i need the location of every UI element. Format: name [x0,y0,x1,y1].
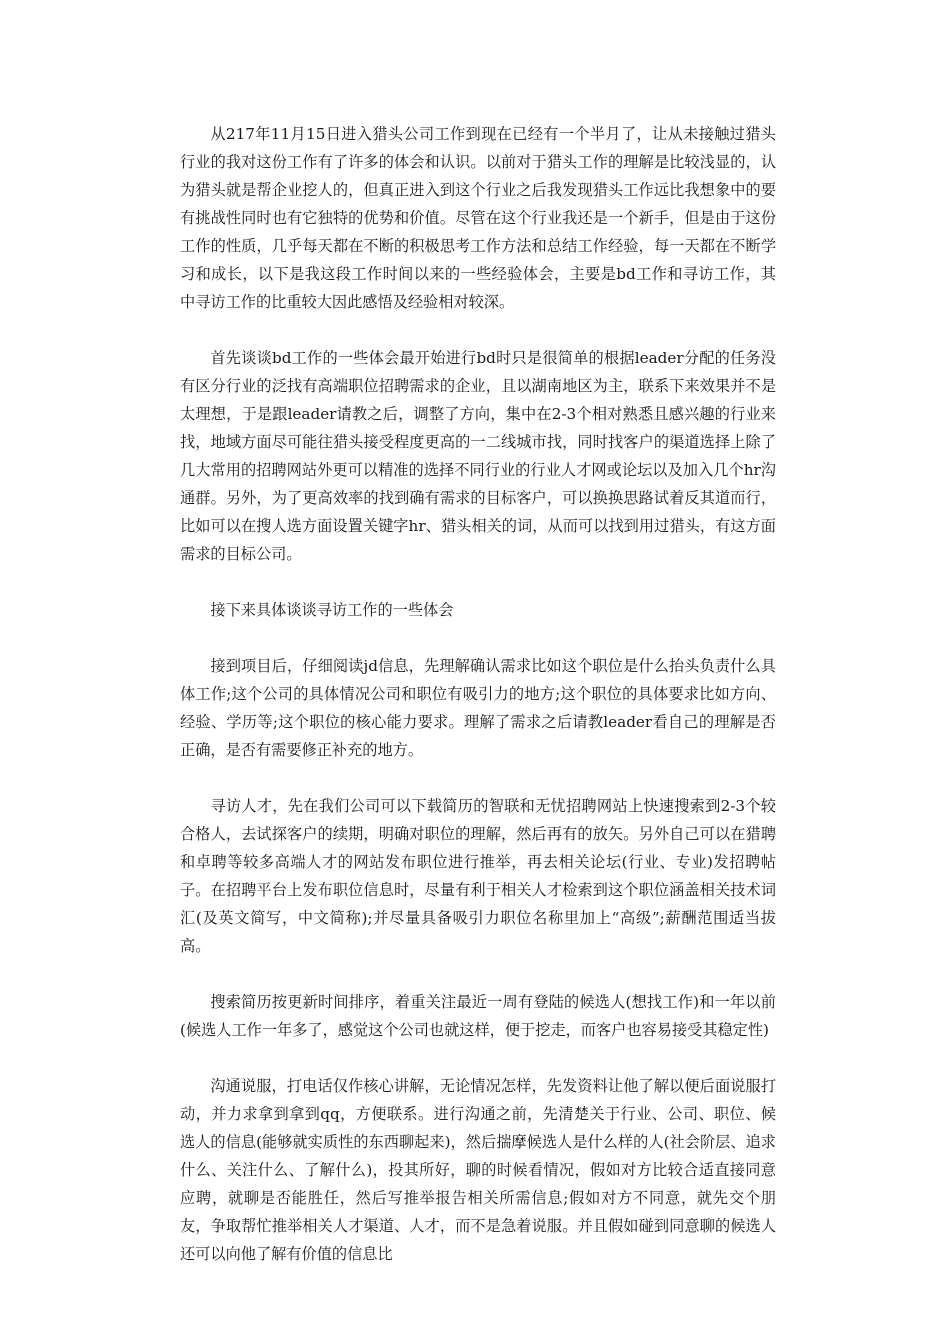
paragraph-spacer [180,1044,776,1072]
paragraph-search-intro: 接下来具体谈谈寻访工作的一些体会 [210,601,454,619]
paragraph-spacer [180,624,776,652]
paragraph-resume-sorting: 搜索简历按更新时间排序，着重关注最近一周有登陆的候选人(想找工作)和一年以前(候选人工作一年多了，感觉这个公司也就这样，便于挖走，而客户也容易接受其稳定性) [180,993,776,1039]
paragraph-project-reading: 接到项目后，仔细阅读jd信息，先理解确认需求比如这个职位是什么抬头负责什么具体工作;这个公司的具体情况公司和职位有吸引力的地方;这个职位的具体要求比如方向、经验、学历等;这个职位的核心能力要求。理解了需求之后请教leader看自己的理解是否正确，是否有需要修正补充的地方。 [180,657,776,759]
paragraph-spacer [180,568,776,596]
paragraph-spacer [180,316,776,344]
paragraph-bd-work: 首先谈谈bd工作的一些体会最开始进行bd时只是很简单的根据leader分配的任务没有区分行业的泛找有高端职位招聘需求的企业，且以湖南地区为主，联系下来效果并不是太理想，于是跟leader请教之后，调整了方向，集中在2-3个相对熟悉且感兴趣的行业来找，地域方面尽可能往猎头接受程度更高的一二线城市找，同时找客户的渠道选择上除了几大常用的招聘网站外更可以精准的选择不同行业的行业人才网或论坛以及加入几个hr沟通群。另外，为了更高效率的找到确有需求的目标客户，可以换换思路试着反其道而行，比如可以在搜人选方面设置关键字hr、猎头相关的词，从而可以找到用过猎头，有这方面需求的目标公司。 [180,349,776,563]
paragraph-spacer [180,960,776,988]
paragraph-communication: 沟通说服，打电话仅作核心讲解，无论情况怎样，先发资料让他了解以便后面说服打动，并力求拿到拿到qq，方便联系。进行沟通之前，先清楚关于行业、公司、职位、候选人的信息(能够就实质性的东西聊起来)，然后揣摩候选人是什么样的人(社会阶层、追求什么、关注什么、了解什么)，投其所好，聊的时候看情况，假如对方比较合适直接同意应聘，就聊是否能胜任，然后写推举报告相关所需信息;假如对方不同意，就先交个朋友，争取帮忙推举相关人才渠道、人才，而不是急着说服。并且假如碰到同意聊的候选人还可以向他了解有价值的信息比 [180,1077,776,1263]
document-body [180,120,776,1268]
paragraph-spacer [180,764,776,792]
paragraph-talent-search: 寻访人才，先在我们公司可以下载简历的智联和无忧招聘网站上快速搜索到2-3个较合格人，去试探客户的续期，明确对职位的理解，然后再有的放矢。另外自己可以在猎聘和卓聘等较多高端人才的网站发布职位进行推举，再去相关论坛(行业、专业)发招聘帖子。在招聘平台上发布职位信息时，尽量有利于相关人才检索到这个职位涵盖相关技术词汇(及英文简写，中文简称);并尽量具备吸引力职位名称里加上“高级”;薪酬范围适当拔高。 [180,797,776,955]
paragraph-intro: 从217年11月15日进入猎头公司工作到现在已经有一个半月了，让从未接触过猎头行业的我对这份工作有了许多的体会和认识。以前对于猎头工作的理解是比较浅显的，认为猎头就是帮企业挖人的，但真正进入到这个行业之后我发现猎头工作远比我想象中的要有挑战性同时也有它独特的优势和价值。尽管在这个行业我还是一个新手，但是由于这份工作的性质，几乎每天都在不断的积极思考工作方法和总结工作经验，每一天都在不断学习和成长，以下是我这段工作时间以来的一些经验体会，主要是bd工作和寻访工作，其中寻访工作的比重较大因此感悟及经验相对较深。 [180,125,776,311]
